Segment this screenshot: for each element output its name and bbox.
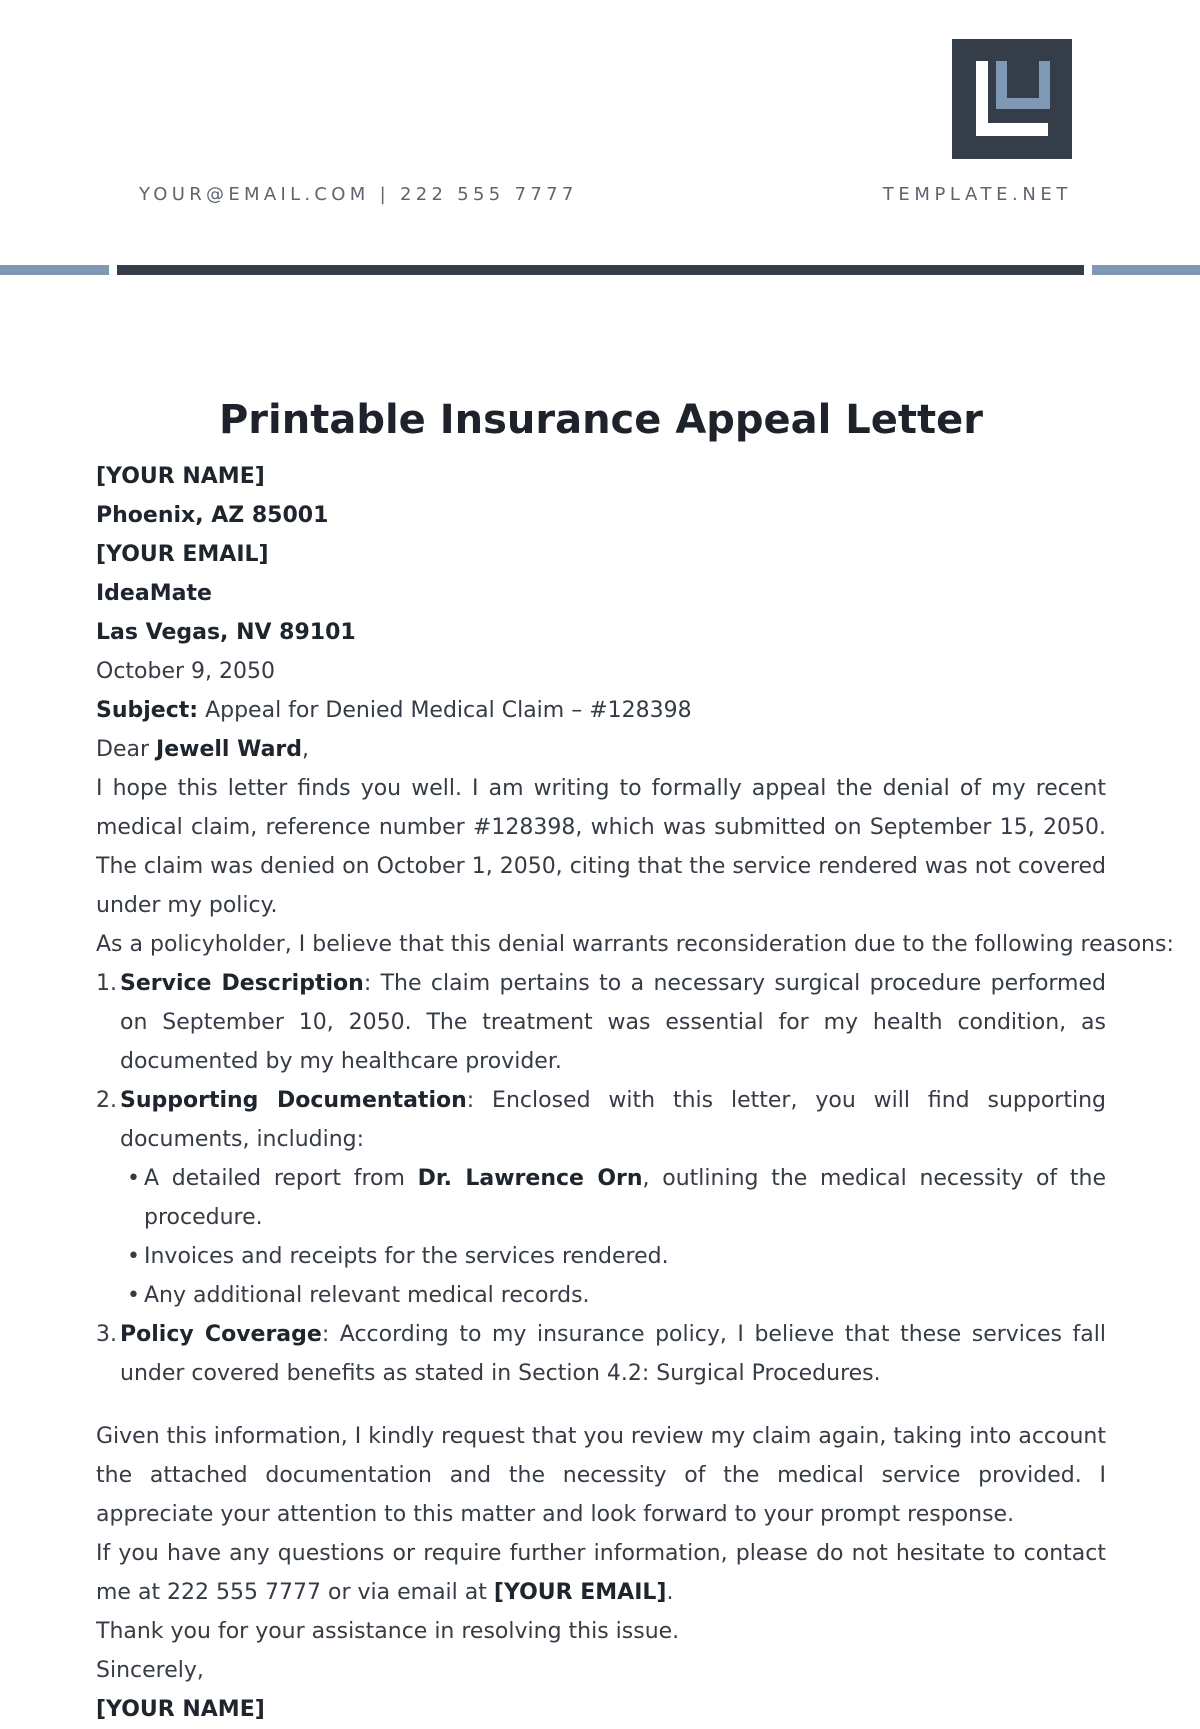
reason-number: 1.	[96, 971, 117, 996]
documents-list	[120, 1159, 1106, 1315]
reason-title: Service Description	[120, 971, 364, 996]
contact-email: [YOUR EMAIL]	[493, 1580, 667, 1605]
greeting-prefix: Dear	[96, 737, 150, 762]
closing-line: Sincerely,	[96, 1658, 204, 1683]
reason-item	[96, 964, 1106, 1081]
bullet-icon: •	[127, 1166, 140, 1191]
document-text: Any additional relevant medical records.	[144, 1283, 590, 1308]
reason-item	[96, 1081, 1106, 1315]
greeting-suffix: ,	[302, 737, 310, 762]
document-item	[127, 1237, 1106, 1276]
reason-title: Policy Coverage	[120, 1322, 322, 1347]
document-text: Invoices and receipts for the services rendered.	[144, 1244, 669, 1269]
header-website: TEMPLATE.NET	[882, 184, 1072, 205]
letter-body	[96, 394, 1174, 1729]
letter-title: Printable Insurance Appeal Letter	[218, 397, 984, 443]
reason-text: : Enclosed with this letter, you will find supporting documents, including:	[120, 1088, 1106, 1152]
reason-text: : According to my insurance policy, I believe that these services fall under covered benefits as stated in Section 4.2: Surgical Procedures.	[120, 1322, 1107, 1386]
reason-text: : The claim pertains to a necessary surgical procedure performed on September 10, 2050. The treatment was essential for my health condition, as documented by my healthcare provider.	[120, 971, 1106, 1074]
header-rule-left	[0, 265, 109, 275]
header-contact: YOUR@EMAIL.COM | 222 555 7777	[139, 184, 578, 205]
document-text: , outlining the medical necessity of the procedure.	[144, 1166, 1106, 1230]
sender-email: [YOUR EMAIL]	[96, 542, 269, 567]
reasons-intro: As a policyholder, I believe that this denial warrants reconsideration due to the following reasons:	[96, 932, 1174, 957]
request-paragraph: Given this information, I kindly request that you review my claim again, taking into account the attached documentation and the necessity of the medical service provided. I appreciate your attention to this matter and look forward to your prompt response.	[96, 1424, 1106, 1527]
bullet-icon: •	[127, 1283, 140, 1308]
subject-label: Subject:	[96, 698, 199, 723]
letter-date: October 9, 2050	[96, 659, 276, 684]
document-text: A detailed report from	[144, 1166, 405, 1191]
reason-title: Supporting Documentation	[120, 1088, 467, 1113]
intro-paragraph: I hope this letter finds you well. I am writing to formally appeal the denial of my recent medical claim, reference number #128398, which was submitted on September 15, 2050. The claim was denied on October 1, 2050, citing that the service rendered was not covered under my policy.	[96, 776, 1106, 918]
greeting	[96, 730, 1106, 769]
reasons-list	[96, 964, 1106, 1393]
paragraph-spacer	[96, 1393, 1106, 1417]
reason-item	[96, 1315, 1107, 1393]
template-logo-icon	[952, 39, 1072, 159]
greeting-name: Jewell Ward	[156, 737, 303, 762]
bullet-icon: •	[127, 1244, 140, 1269]
thanks-line: Thank you for your assistance in resolving this issue.	[96, 1619, 680, 1644]
reason-number: 3.	[96, 1322, 117, 1347]
contact-paragraph	[96, 1534, 1106, 1612]
recipient-city: Las Vegas, NV 89101	[96, 620, 356, 645]
contact-suffix: .	[666, 1580, 674, 1605]
sender-city: Phoenix, AZ 85001	[96, 503, 329, 528]
sender-name: [YOUR NAME]	[96, 464, 265, 489]
header-rule-right	[1092, 265, 1200, 275]
document-item	[127, 1276, 1106, 1315]
subject-text: Appeal for Denied Medical Claim – #128398	[205, 698, 692, 723]
reason-number: 2.	[96, 1088, 117, 1113]
contact-text: If you have any questions or require further information, please do not hesitate to contact me at 222 555 7777 or via email at	[96, 1541, 1106, 1605]
subject-line	[96, 691, 1106, 730]
document-item	[127, 1159, 1106, 1237]
recipient-company: IdeaMate	[96, 581, 212, 606]
header-rule-main	[117, 265, 1084, 275]
signature: [YOUR NAME]	[96, 1697, 265, 1722]
doctor-name: Dr. Lawrence Orn	[417, 1166, 643, 1191]
